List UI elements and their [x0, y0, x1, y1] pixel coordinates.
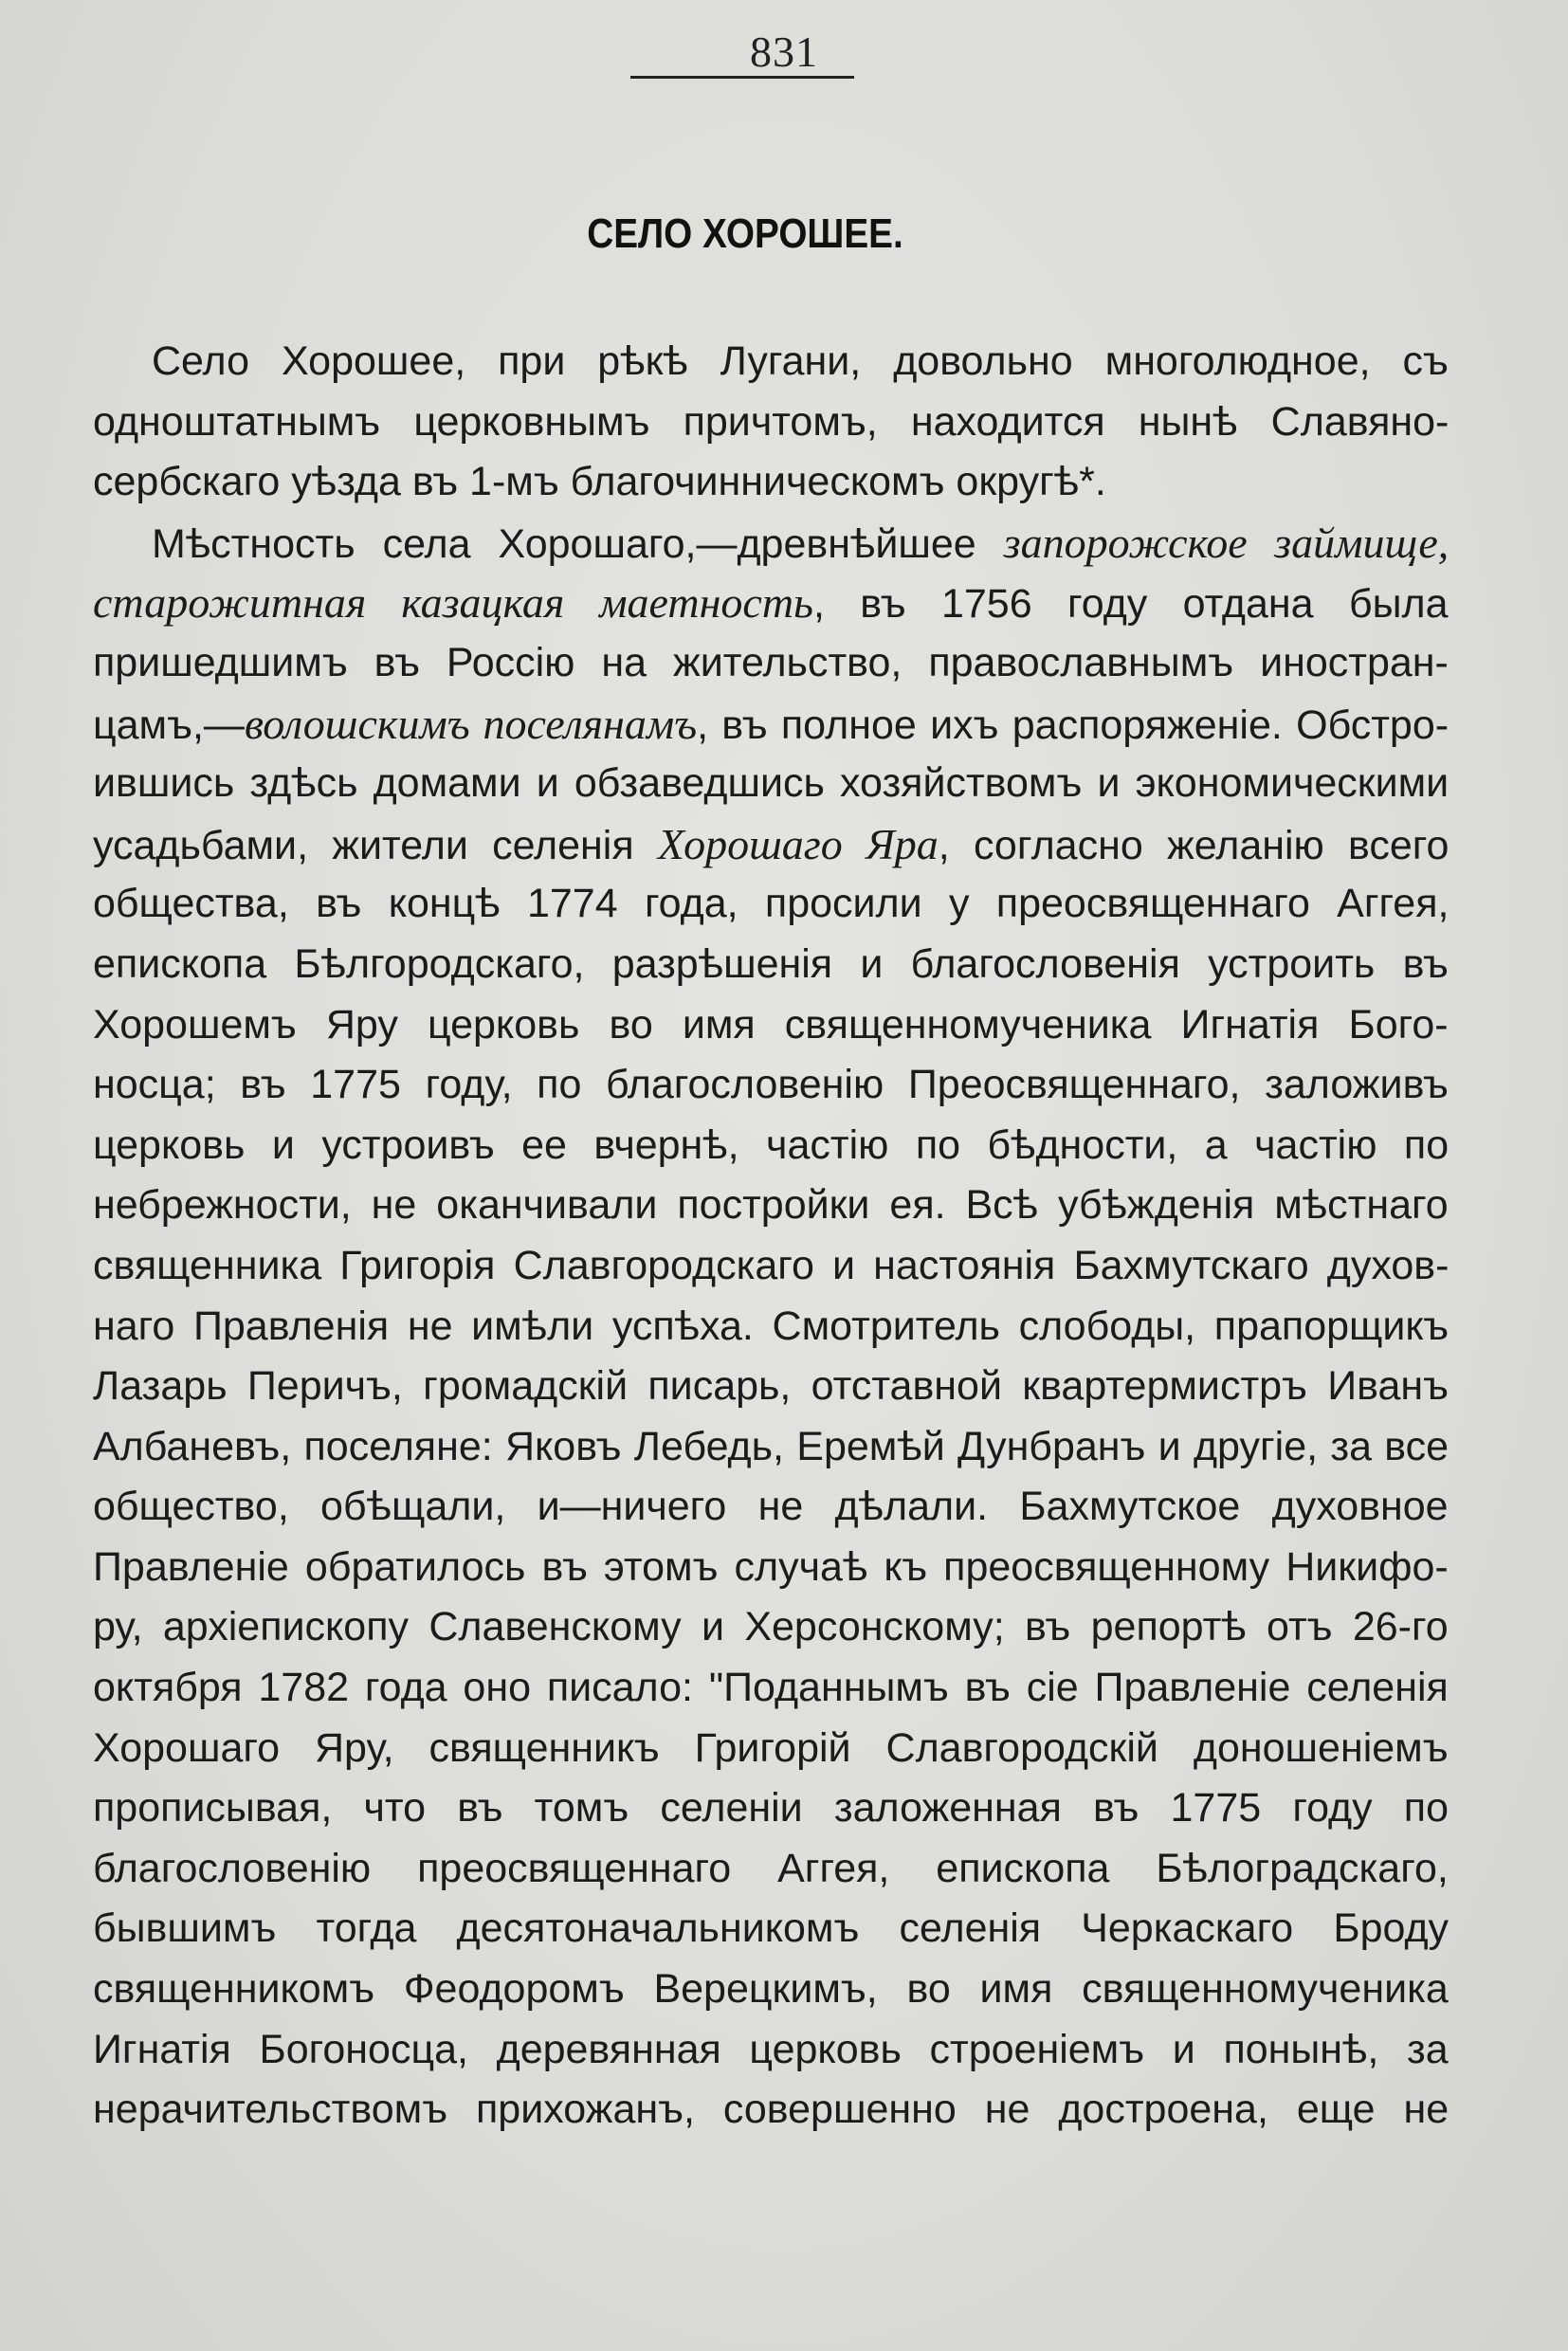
italic-phrase: запорожское займище, — [1003, 518, 1449, 567]
text-line — [93, 513, 1449, 574]
line-text: общество, обѣщали, и—ничего не дѣлали. Бахмутское духовное — [93, 1484, 1449, 1530]
text-line — [93, 814, 1449, 875]
text-line — [93, 1236, 1449, 1297]
text-line — [93, 1538, 1449, 1598]
line-text: Игнатія Богоносца, деревянная церковь строеніемъ и понынѣ, за — [93, 2026, 1449, 2072]
line-text: священникомъ Феодоромъ Верецкимъ, во имя священномученика — [93, 1966, 1449, 2013]
page-number-rule — [630, 76, 854, 79]
line-text: бывшимъ тогда десятоначальникомъ селенія Черкаскаго Броду — [93, 1905, 1449, 1952]
text-line — [93, 1477, 1449, 1538]
text-line — [93, 1959, 1449, 2020]
line-text: ру, архіепископу Славенскому и Херсонскому; въ репортѣ отъ 26-го — [93, 1604, 1449, 1650]
paragraph — [93, 332, 1449, 513]
text-line — [93, 754, 1449, 814]
line-text: Албаневъ, поселяне: Яковъ Лебедь, Еремѣй Дунбранъ и другіе, за все — [93, 1423, 1449, 1469]
italic-phrase: старожитная казацкая маетность — [93, 578, 813, 628]
text-line — [93, 935, 1449, 995]
text-line — [93, 2020, 1449, 2081]
text-line — [93, 332, 1449, 392]
text-line — [93, 1778, 1449, 1839]
text-line — [93, 2080, 1449, 2141]
text-line — [93, 1176, 1449, 1236]
line-text: священника Григорія Славгородскаго и настоянія Бахмутскаго духов- — [93, 1242, 1449, 1288]
italic-phrase: Хорошаго Яра — [657, 819, 939, 868]
line-text: пришедшимъ въ Россію на жительство, православнымъ иностран- — [93, 639, 1449, 685]
text-line — [93, 1055, 1449, 1116]
line-text: епископа Бѣлгородскаго, разрѣшенія и благословенія устроить въ — [93, 940, 1449, 987]
line-text: сербскаго уѣзда въ 1-мъ благочинническомъ округѣ*. — [93, 459, 1106, 505]
section-title: СЕЛО ХОРОШЕЕ. — [587, 210, 903, 257]
line-text: Хорошемъ Яру церковь во имя священномученика Игнатія Бого- — [93, 1001, 1449, 1048]
text-line — [93, 573, 1449, 633]
text-line — [93, 1658, 1449, 1719]
line-text: общества, въ концѣ 1774 года, просили у преосвященнаго Аггея, — [93, 881, 1449, 927]
text-line — [93, 452, 1449, 513]
line-text: , въ полное ихъ распоряженіе. Обстро- — [697, 702, 1449, 748]
line-text: наго Правленія не имѣли успѣха. Смотритель слободы, прапорщикъ — [93, 1303, 1449, 1349]
line-text: , согласно желанію всего — [938, 822, 1449, 868]
text-line — [93, 694, 1449, 755]
text-line — [93, 995, 1449, 1056]
line-text: носца; въ 1775 году, по благословенію Преосвященнаго, заложивъ — [93, 1062, 1449, 1108]
line-text: Село Хорошее, при рѣкѣ Лугани, довольно многолюдное, съ — [152, 338, 1449, 384]
page-number: 831 — [750, 27, 818, 76]
line-text: прописывая, что въ томъ селеніи заложенная въ 1775 году по — [93, 1785, 1449, 1832]
text-line — [93, 633, 1449, 694]
text-line — [93, 392, 1449, 453]
line-text: ившись здѣсь домами и обзаведшись хозяйствомъ и экономическими — [93, 760, 1449, 807]
line-text: Лазарь Перичъ, громадскій писарь, отставной квартермистръ Иванъ — [93, 1363, 1449, 1410]
text-line — [93, 1116, 1449, 1176]
body-text — [93, 332, 1449, 2141]
line-text: одноштатнымъ церковнымъ причтомъ, находится нынѣ Славяно- — [93, 398, 1449, 445]
line-text: Мѣстность села Хорошаго,—древнѣйшее — [152, 520, 1004, 567]
line-text: октября 1782 года оно писало: "Поданнымъ въ сіе Правленіе селенія — [93, 1665, 1449, 1711]
text-line — [93, 1417, 1449, 1478]
text-line — [93, 1297, 1449, 1358]
text-line — [93, 1357, 1449, 1417]
line-text: усадьбами, жители селенія — [93, 822, 658, 868]
line-text: Правленіе обратилось въ этомъ случаѣ къ преосвященному Никифо- — [93, 1543, 1449, 1590]
text-line — [93, 1839, 1449, 1900]
italic-phrase: волошскимъ поселянамъ — [244, 699, 698, 748]
line-text: церковь и устроивъ ее вчернѣ, частію по бѣдности, а частію по — [93, 1121, 1449, 1168]
line-text: , въ 1756 году отдана была — [812, 581, 1449, 628]
paragraph — [93, 513, 1449, 2141]
line-text: цамъ,— — [93, 702, 245, 748]
text-line — [93, 1899, 1449, 1959]
text-line — [93, 1719, 1449, 1779]
text-line — [93, 874, 1449, 935]
line-text: благословенію преосвященнаго Аггея, епископа Бѣлоградскаго, — [93, 1845, 1449, 1891]
line-text: Хорошаго Яру, священникъ Григорій Славгородскій доношеніемъ — [93, 1724, 1449, 1771]
text-line — [93, 1597, 1449, 1658]
line-text: небрежности, не оканчивали постройки ея. Всѣ убѣжденія мѣстнаго — [93, 1182, 1449, 1229]
line-text: нерачительствомъ прихожанъ, совершенно не достроена, еще не — [93, 2087, 1449, 2133]
